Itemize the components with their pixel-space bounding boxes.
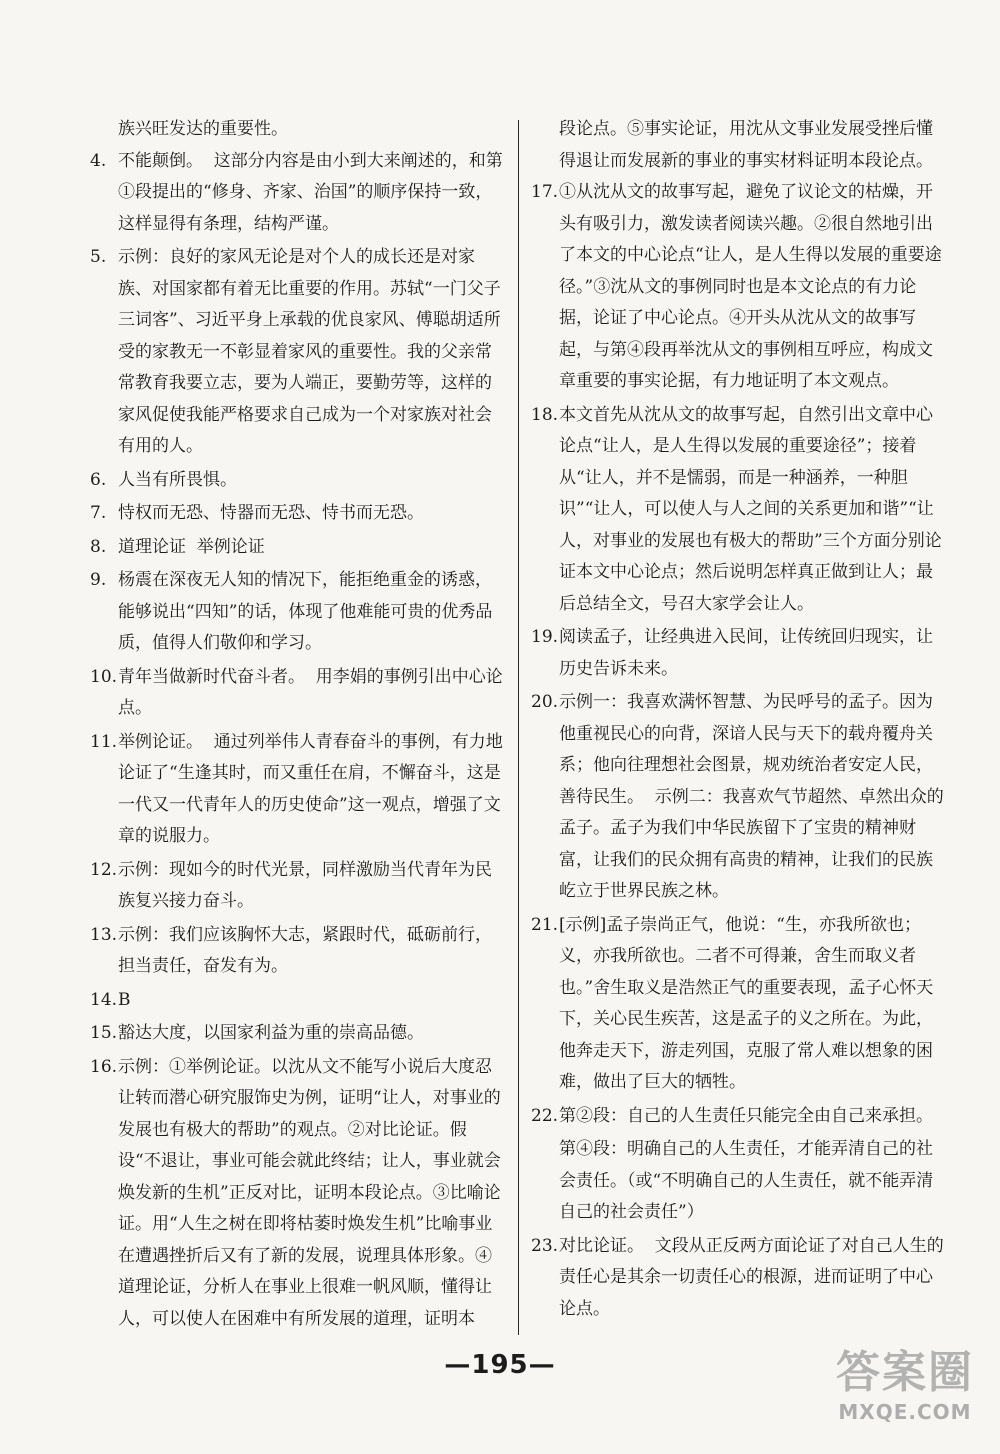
answer-text: 青年当做新时代奋斗者。 用李娟的事例引出中心论点。 [118,666,503,718]
answer-text: 对比论证。 文段从正反两方面论证了对自己人生的责任心是其余一切责任心的根源，进而证明了中心论点。 [559,1235,944,1319]
answer-text: 杨震在深夜无人知的情况下，能拒绝重金的诱惑，能够说出“四知”的话，体现了他难能可贵的优秀品质，值得人们敬仰和学习。 [118,570,493,653]
answer-text: 不能颠倒。 这部分内容是由小到大来阐述的，和第①段提出的“修身、齐家、治国”的顺序保持一致，这样显得有条理，结构严谨。 [118,150,503,234]
answer-text: 道理论证 举例论证 [118,536,265,557]
answer-item [90,1018,505,1050]
answer-text: 恃权而无恐、恃器而无恐、恃书而无恐。 [118,503,424,523]
answer-item [90,985,505,1017]
answer-number: 11. [90,731,118,752]
answer-text: ①从沈从文的故事写起，避免了议论文的枯燥，开头有吸引力，激发读者阅读兴趣。②很自然地引出了本文的中心论点“让人，是人生得以发展的重要途径。”③沈从文的事例同时也是本文论点的有力论据，论证了中心论点。④开头从沈从文的故事写起，与第④段再举沈从文的事例相互呼应，构成文章重要的事实论据，有力地证明了本文观点。 [559,182,942,391]
answer-text: B [118,989,131,1010]
answer-text: 第④段：明确自己的人生责任，才能弄清自己的社会责任。（或“不明确自己的人生责任，就不能弄清自己的社会责任”） [559,1139,934,1222]
answer-text: [示例]孟子崇尚正气，他说：“生，亦我所欲也；义，亦我所欲也。二者不可得兼，舍生而取义者也。”舍生取义是浩然正气的重要表现，孟子心怀天下，关心民生疾苦，这是孟子的义之所在。为此，他奔走天下，游走列国，克服了常人难以想象的困难，做出了巨大的牺牲。 [559,914,934,1092]
answer-item [90,498,505,530]
answer-number: 4. [90,150,107,171]
answer-number [531,1134,559,1229]
answer-text: 示例：我们应该胸怀大志，紧跟时代，砥砺前行，担当责任，奋发有为。 [118,924,492,976]
answer-text: 示例：①举例论证。以沈从文不能写小说后大度忍让转而潜心研究服饰史为例，证明“让人，对事业的发展也有极大的帮助”的观点。②对比论证。假设“不退让，事业可能会就此终结；让人，事业就会焕发新的生机”正反对比，证明本段论点。③比喻论证。用“人生之树在即将枯萎时焕发生机”比喻事业在遭遇挫折后又有了新的发展，说理具体形象。④道理论证，分析人在事业上很难一帆风顺，懂得让人，可以使人在困难中有所发展的道理，证明本 [118,1056,501,1329]
answer-number: 14. [90,989,118,1010]
continued-text: 段论点。⑤事实论证，用沈从文事业发展受挫后懂得退让而发展新的事业的事实材料证明本段论点。 [559,119,933,171]
answer-item [531,400,949,621]
answer-number: 12. [90,859,118,880]
answer-number: 9. [90,570,107,590]
answer-item [531,177,949,398]
watermark-text: 答案圈 [836,1347,974,1398]
answer-number: 19. [531,627,559,647]
answer-item [90,662,505,725]
answer-number: 22. [531,1105,559,1126]
answer-text: 示例一：我喜欢满怀智慧、为民呼号的孟子。因为他重视民心的向背，深谙人民与天下的载舟覆舟关系；他向往理想社会图景，规劝统治者安定人民，善待民生。 示例二：我喜欢气节超然、卓然出众的孟子。孟子为我们中华民族留下了宝贵的精神财富，让我们的民众拥有高贵的精神，让我们的民族屹立于世界民族之林。 [559,692,944,901]
answer-item [531,910,949,1099]
answer-item [90,146,505,241]
answer-text: 第②段：自己的人生责任只能完全由自己来承担。 [559,1105,933,1126]
page-number: —195— [444,1350,556,1380]
answer-number: 7. [90,503,107,523]
answer-item [90,465,505,497]
answer-number: 16. [90,1056,118,1077]
answer-item [90,532,505,564]
answer-text: 人当有所畏惧。 [118,469,237,490]
watermark-logo [820,1336,990,1446]
answer-item [90,920,505,983]
answer-item [531,1101,949,1133]
answer-number: 20. [531,692,559,712]
continued-text: 族兴旺发达的重要性。 [118,119,288,139]
right-column [531,114,949,1327]
column-divider [518,120,519,1335]
answer-text: 本文首先从沈从文的故事写起，自然引出文章中心论点“让人，是人生得以发展的重要途径”；接着从“让人，并不是懦弱，而是一种涵养，一种胆识”“让人，可以使人与人之间的关系更加和谐”“让人，对事业的发展也有极大的帮助”三个方面分别论证本文中心论点；然后说明怎样真正做到让人；最后总结全文，号召大家学会让人。 [559,404,942,614]
answer-number: 6. [90,469,107,490]
answer-item [531,1231,949,1326]
answer-item [90,1052,505,1336]
answer-number: 8. [90,536,107,557]
answer-number: 10. [90,666,118,687]
answer-item [90,565,505,660]
left-column [90,114,505,1337]
watermark-url: MXQE.COM [838,1400,972,1424]
answer-number: 15. [90,1023,118,1043]
answer-item [90,855,505,918]
answer-number: 5. [90,247,107,267]
answer-number: 23. [531,1235,559,1256]
answer-item [531,687,949,908]
answer-number: 13. [90,924,118,945]
answer-text: 阅读孟子，让经典进入民间，让传统回归现实，让历史告诉未来。 [559,627,933,679]
answer-text: 示例：现如今的时代光景，同样激励当代青年为民族复兴接力奋斗。 [118,859,492,911]
answer-item [531,622,949,685]
answer-number: 21. [531,914,559,935]
answer-text: 举例论证。 通过列举伟人青春奋斗的事例，有力地论证了“生逢其时，而又重任在肩，不懈奋斗，这是一代又一代青年人的历史使命”这一观点，增强了文章的说服力。 [118,731,503,846]
answer-number: 18. [531,404,559,425]
answer-number: 17. [531,182,559,202]
answer-text: 豁达大度，以国家利益为重的崇高品德。 [118,1023,424,1043]
answer-item [90,727,505,853]
answer-item [90,242,505,463]
answer-item [531,1134,949,1229]
answer-text: 示例：良好的家风无论是对个人的成长还是对家族、对国家都有着无比重要的作用。苏轼“一门父子三词客”、习近平身上承载的优良家风、傅聪胡适所受的家教无一不彰显着家风的重要性。我的父亲常常教育我要立志，要为人端正，要勤劳等，这样的家风促使我能严格要求自己成为一个对家族对社会有用的人。 [118,247,501,456]
